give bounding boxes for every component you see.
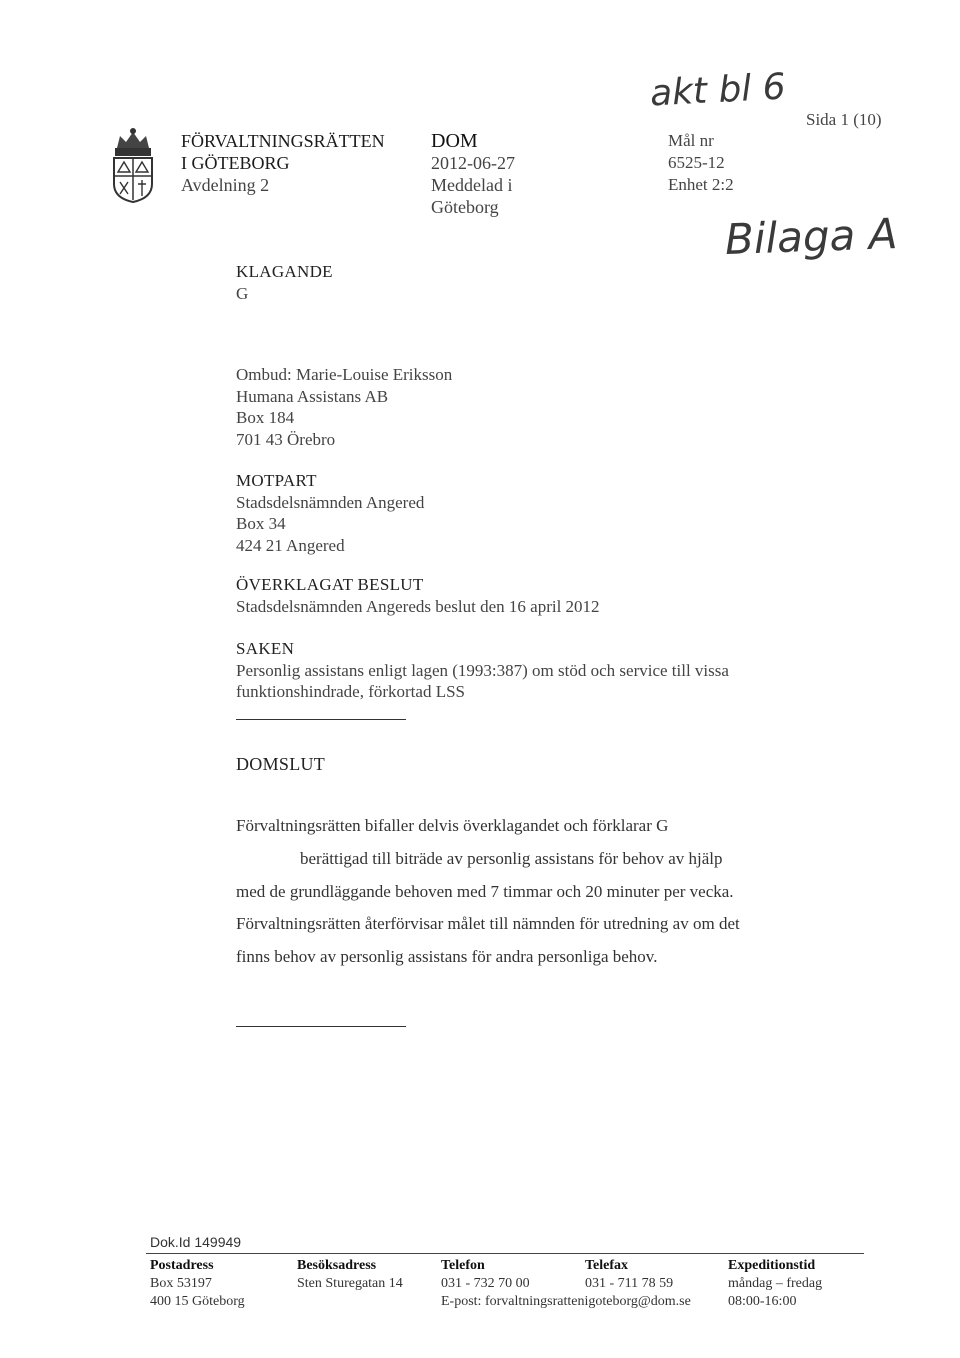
counterparty-section <box>236 470 424 556</box>
footer-visit-line1: Sten Sturegatan 14 <box>297 1276 403 1291</box>
footer-fax-line1: 031 - 711 78 59 <box>585 1276 674 1291</box>
representative-section <box>236 364 452 450</box>
representative-box: Box 184 <box>236 408 295 427</box>
document-info <box>431 130 515 218</box>
coat-of-arms-icon <box>108 126 158 204</box>
appealed-section <box>236 574 600 617</box>
document-id: Dok.Id 149949 <box>150 1234 242 1250</box>
verdict-heading: DOMSLUT <box>236 754 326 774</box>
footer-rule <box>146 1253 864 1254</box>
footer-fax-heading: Telefax <box>585 1258 629 1273</box>
footer-postal-line2: 400 15 Göteborg <box>150 1294 245 1309</box>
footer-email[interactable]: E-post: forvaltningsrattenigoteborg@dom.se <box>441 1294 691 1309</box>
footer-visit-heading: Besöksadress <box>297 1258 377 1273</box>
court-name-line1: FÖRVALTNINGSRÄTTEN <box>181 131 385 151</box>
verdict-line1: Förvaltningsrätten bifaller delvis överklagandet och förklarar G <box>236 816 669 835</box>
footer-fax <box>585 1257 673 1293</box>
footer-phone-line1: 031 - 732 70 00 <box>441 1276 530 1291</box>
handwritten-note-top: akt bl 6 <box>649 66 787 115</box>
document-type: DOM <box>431 130 478 152</box>
representative-company: Humana Assistans AB <box>236 386 389 406</box>
appellant-heading: KLAGANDE <box>236 262 333 281</box>
footer-postal-heading: Postadress <box>150 1258 214 1273</box>
appealed-text: Stadsdelsnämnden Angereds beslut den 16 april 2012 <box>236 596 600 616</box>
case-label: Mål nr <box>668 131 714 150</box>
document-issued-line2: Göteborg <box>431 197 499 217</box>
matter-line2: funktionshindrade, förkortad LSS <box>236 682 465 701</box>
representative-name: Ombud: Marie-Louise Eriksson <box>236 365 453 384</box>
case-number: 6525-12 <box>668 153 725 172</box>
footer-hours <box>728 1257 822 1311</box>
footer-phone-heading: Telefon <box>441 1258 485 1273</box>
verdict-line3: med de grundläggande behoven med 7 timmar och 20 minuter per vecka. <box>236 882 734 901</box>
page-number: Sida 1 (10) <box>806 110 882 129</box>
divider-top <box>236 719 406 720</box>
case-info <box>668 130 734 196</box>
case-unit: Enhet 2:2 <box>668 175 734 194</box>
counterparty-heading: MOTPART <box>236 471 317 490</box>
divider-bottom <box>236 1026 406 1027</box>
counterparty-name: Stadsdelsnämnden Angered <box>236 492 425 512</box>
matter-line1: Personlig assistans enligt lagen (1993:387) om stöd och service till vissa <box>236 660 729 680</box>
document-date: 2012-06-27 <box>431 153 515 173</box>
verdict-line5: finns behov av personlig assistans för andra personliga behov. <box>236 947 658 966</box>
counterparty-box: Box 34 <box>236 514 286 533</box>
footer-postal <box>150 1257 245 1311</box>
matter-section <box>236 638 729 703</box>
footer-hours-line2: 08:00-16:00 <box>728 1294 797 1309</box>
footer-hours-heading: Expeditionstid <box>728 1258 816 1273</box>
appellant-name: G <box>236 283 249 303</box>
document-issued-line1: Meddelad i <box>431 175 513 195</box>
court-header <box>181 130 385 196</box>
representative-city: 701 43 Örebro <box>236 429 336 449</box>
matter-heading: SAKEN <box>236 639 295 658</box>
footer-visit <box>297 1257 403 1293</box>
appealed-heading: ÖVERKLAGAT BESLUT <box>236 575 424 594</box>
footer-postal-line1: Box 53197 <box>150 1276 212 1291</box>
verdict-line4: Förvaltningsrätten återförvisar målet till nämnden för utredning av om det <box>236 914 740 933</box>
court-department: Avdelning 2 <box>181 175 270 195</box>
verdict-line2: berättigad till biträde av personlig assistans för behov av hjälp <box>300 849 723 868</box>
footer-hours-line1: måndag – fredag <box>728 1276 823 1291</box>
handwritten-bilaga: Bilaga A <box>724 209 899 264</box>
appellant-section <box>236 261 333 304</box>
court-name-line2: I GÖTEBORG <box>181 153 290 173</box>
counterparty-city: 424 21 Angered <box>236 535 345 555</box>
